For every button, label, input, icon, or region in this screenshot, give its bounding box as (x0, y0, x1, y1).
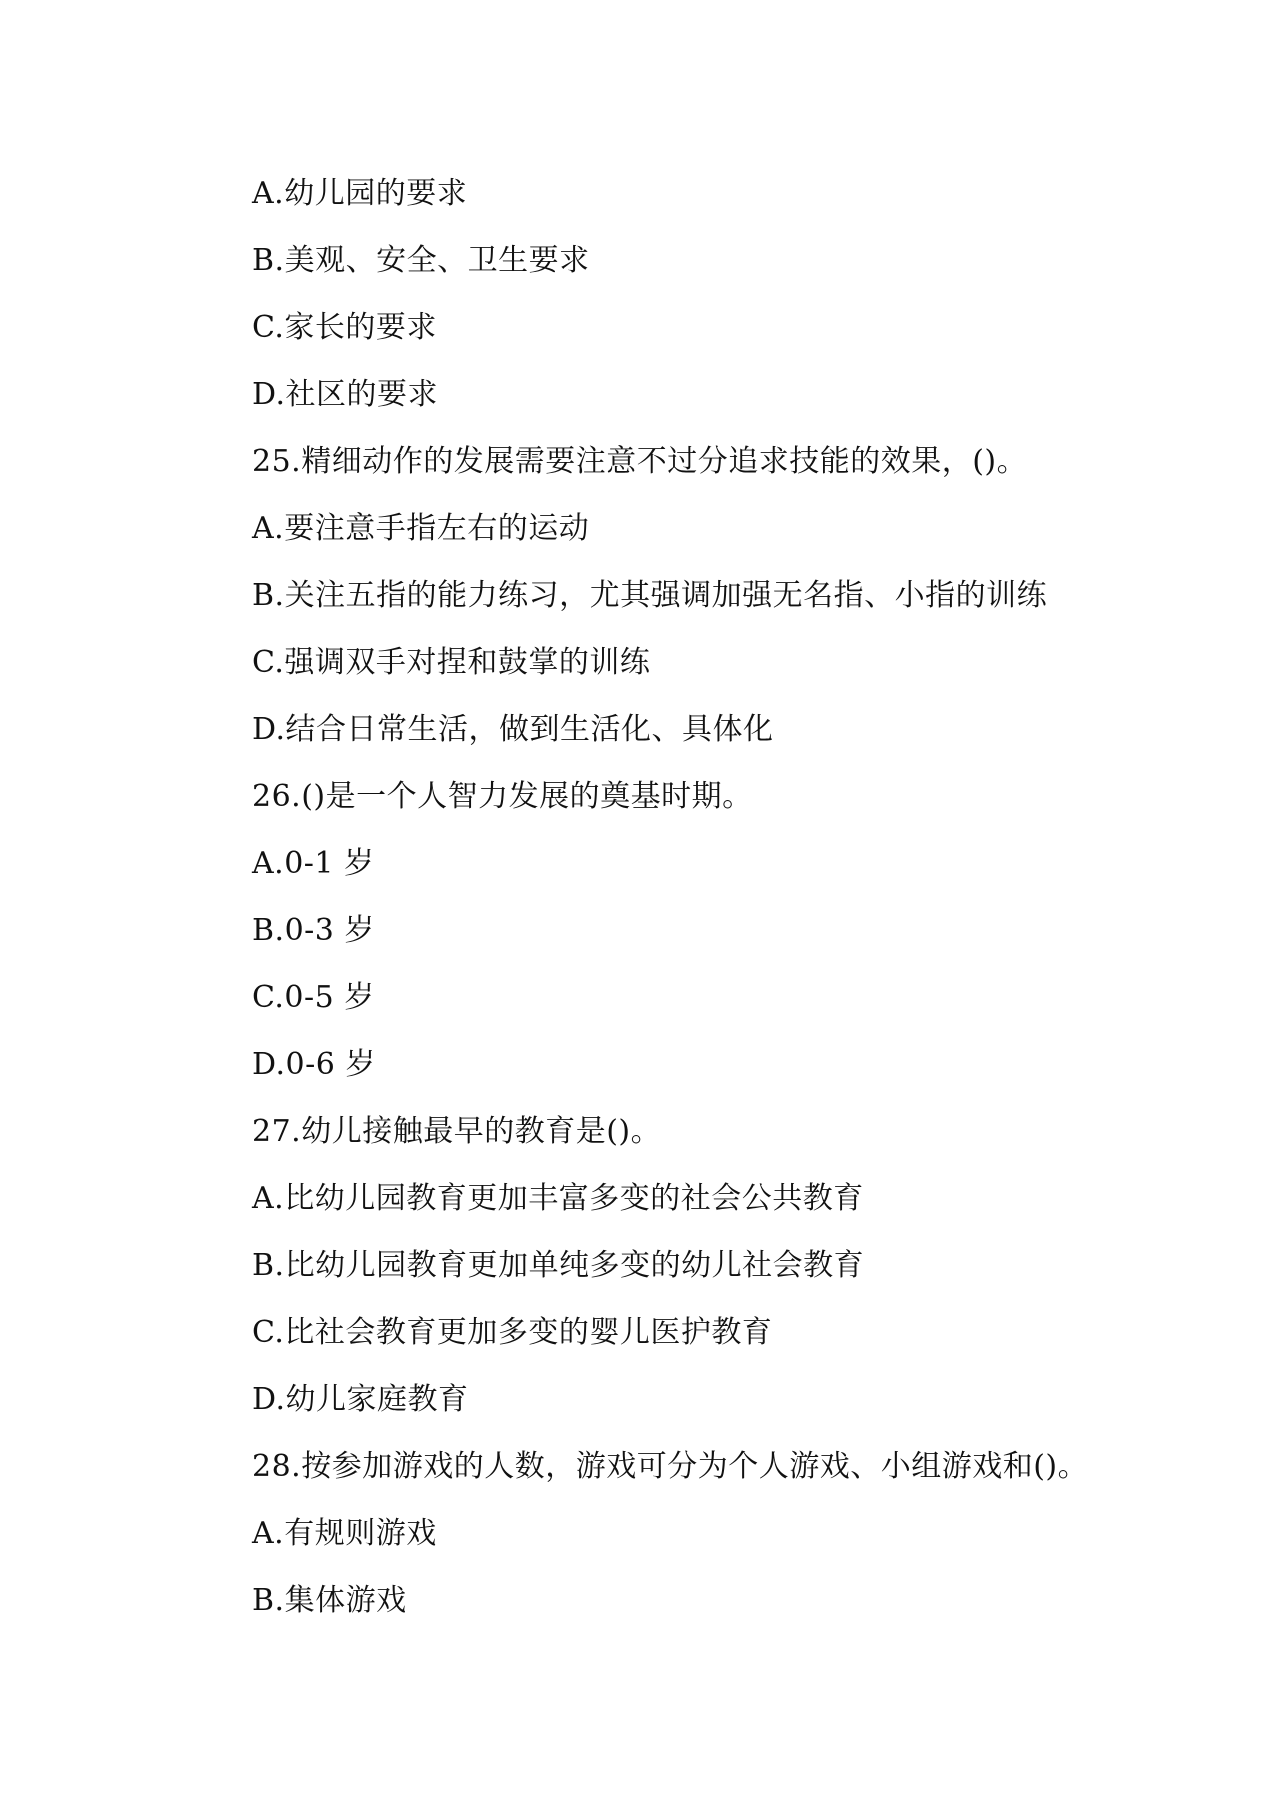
option-27a: A.比幼儿园教育更加丰富多变的社会公共教育 (252, 1181, 864, 1216)
option-25d: D.结合日常生活，做到生活化、具体化 (252, 712, 774, 747)
option-27d: D.幼儿家庭教育 (252, 1382, 469, 1417)
option-24c: C.家长的要求 (252, 310, 437, 345)
option-25c: C.强调双手对捏和鼓掌的训练 (252, 645, 651, 680)
question-25: 25.精细动作的发展需要注意不过分追求技能的效果，()。 (252, 444, 1028, 479)
option-24d: D.社区的要求 (252, 377, 439, 412)
option-26a: A.0-1 岁 (252, 846, 375, 881)
option-24a: A.幼儿园的要求 (252, 176, 468, 211)
option-27c: C.比社会教育更加多变的婴儿医护教育 (252, 1315, 773, 1350)
question-list (252, 160, 1212, 1634)
option-26d: D.0-6 岁 (252, 1047, 376, 1082)
option-25b: B.关注五指的能力练习，尤其强调加强无名指、小指的训练 (252, 578, 1048, 613)
option-27b: B.比幼儿园教育更加单纯多变的幼儿社会教育 (252, 1248, 865, 1283)
option-26c: C.0-5 岁 (252, 980, 375, 1015)
option-28b: B.集体游戏 (252, 1583, 407, 1618)
question-28: 28.按参加游戏的人数，游戏可分为个人游戏、小组游戏和()。 (252, 1449, 1089, 1484)
question-27: 27.幼儿接触最早的教育是()。 (252, 1114, 662, 1149)
option-28a: A.有规则游戏 (252, 1516, 437, 1551)
option-24b: B.美观、安全、卫生要求 (252, 243, 590, 278)
question-26: 26.()是一个人智力发展的奠基时期。 (252, 779, 753, 814)
option-26b: B.0-3 岁 (252, 913, 375, 948)
option-25a: A.要注意手指左右的运动 (252, 511, 590, 546)
